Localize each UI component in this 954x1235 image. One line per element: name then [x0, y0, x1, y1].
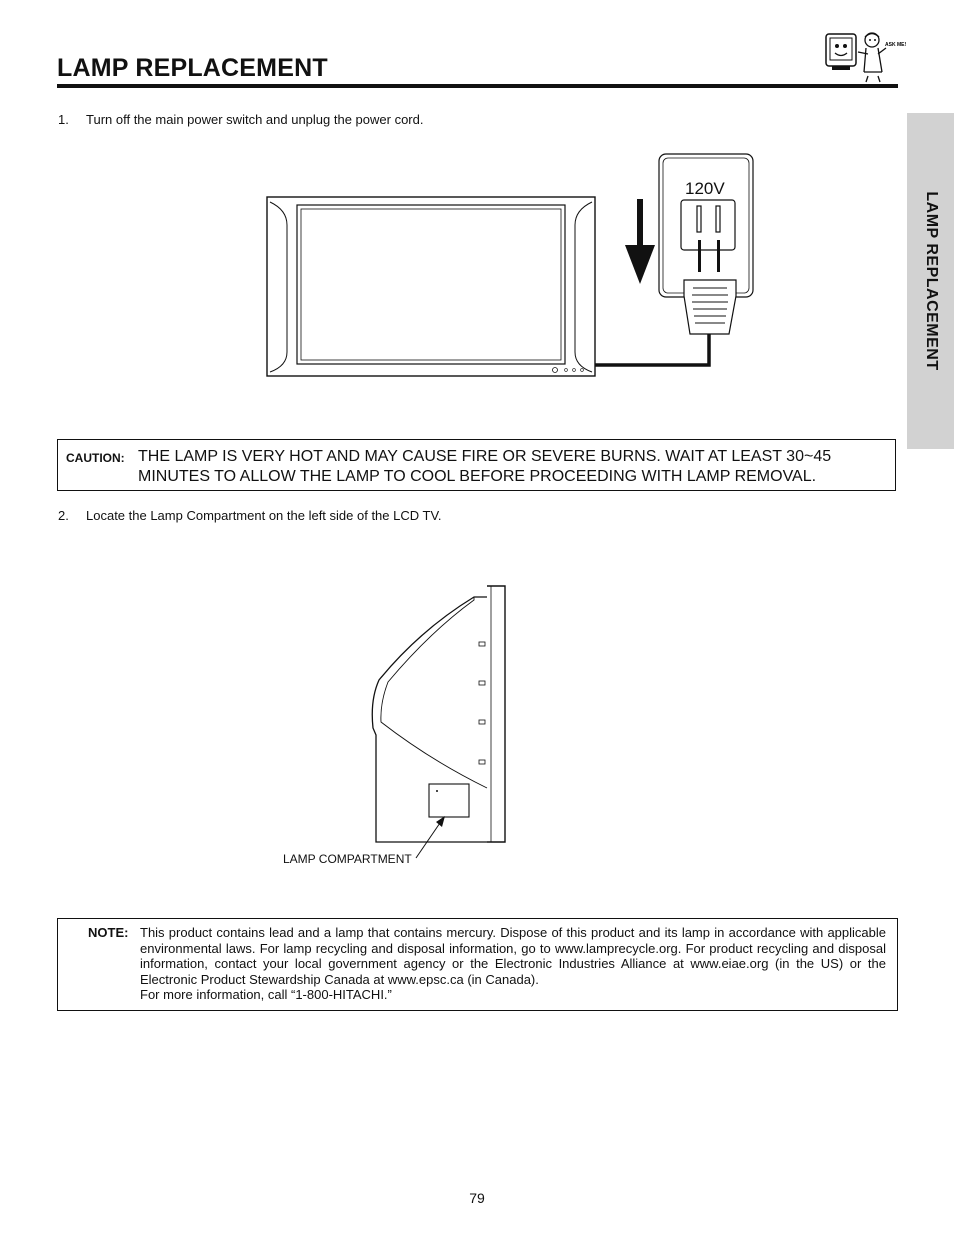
- page-title: LAMP REPLACEMENT: [57, 54, 328, 82]
- mascot-text: ASK ME!: [885, 42, 907, 48]
- step-number: 1.: [58, 112, 69, 127]
- note-box: [57, 918, 898, 1011]
- voltage-label: 120V: [685, 179, 725, 198]
- page-number: 79: [469, 1190, 485, 1206]
- side-tab-label: LAMP REPLACEMENT: [922, 191, 940, 371]
- caution-label: CAUTION:: [66, 451, 125, 465]
- caution-text: THE LAMP IS VERY HOT AND MAY CAUSE FIRE OR SEVERE BURNS. WAIT AT LEAST 30~45 MINUTES TO ALLOW THE LAMP TO COOL BEFORE PROCEEDING WITH LAMP REMOVAL.: [138, 448, 832, 485]
- note-body: This product contains lead and a lamp that contains mercury. Dispose of this product and its lamp in accordance with applicable environmental laws. For lamp recycling and disposal information, go to www.lamprecycle.org. For product recycling and disposal information, contact your local government agency or the Electronic Industries Alliance at www.eiae.org (in the US) or the Electronic Product Stewardship Canada at www.epsc.ca (in Canada).: [140, 925, 886, 987]
- note-text: [140, 925, 886, 1003]
- note-label: NOTE:: [88, 925, 129, 940]
- note-more-info: For more information, call “1-800-HITACHI.”: [140, 987, 392, 1002]
- step-number: 2.: [58, 508, 69, 523]
- step-text: Turn off the main power switch and unplug the power cord.: [86, 112, 424, 127]
- lamp-compartment-label: LAMP COMPARTMENT: [283, 852, 412, 866]
- step-text: Locate the Lamp Compartment on the left side of the LCD TV.: [86, 508, 442, 523]
